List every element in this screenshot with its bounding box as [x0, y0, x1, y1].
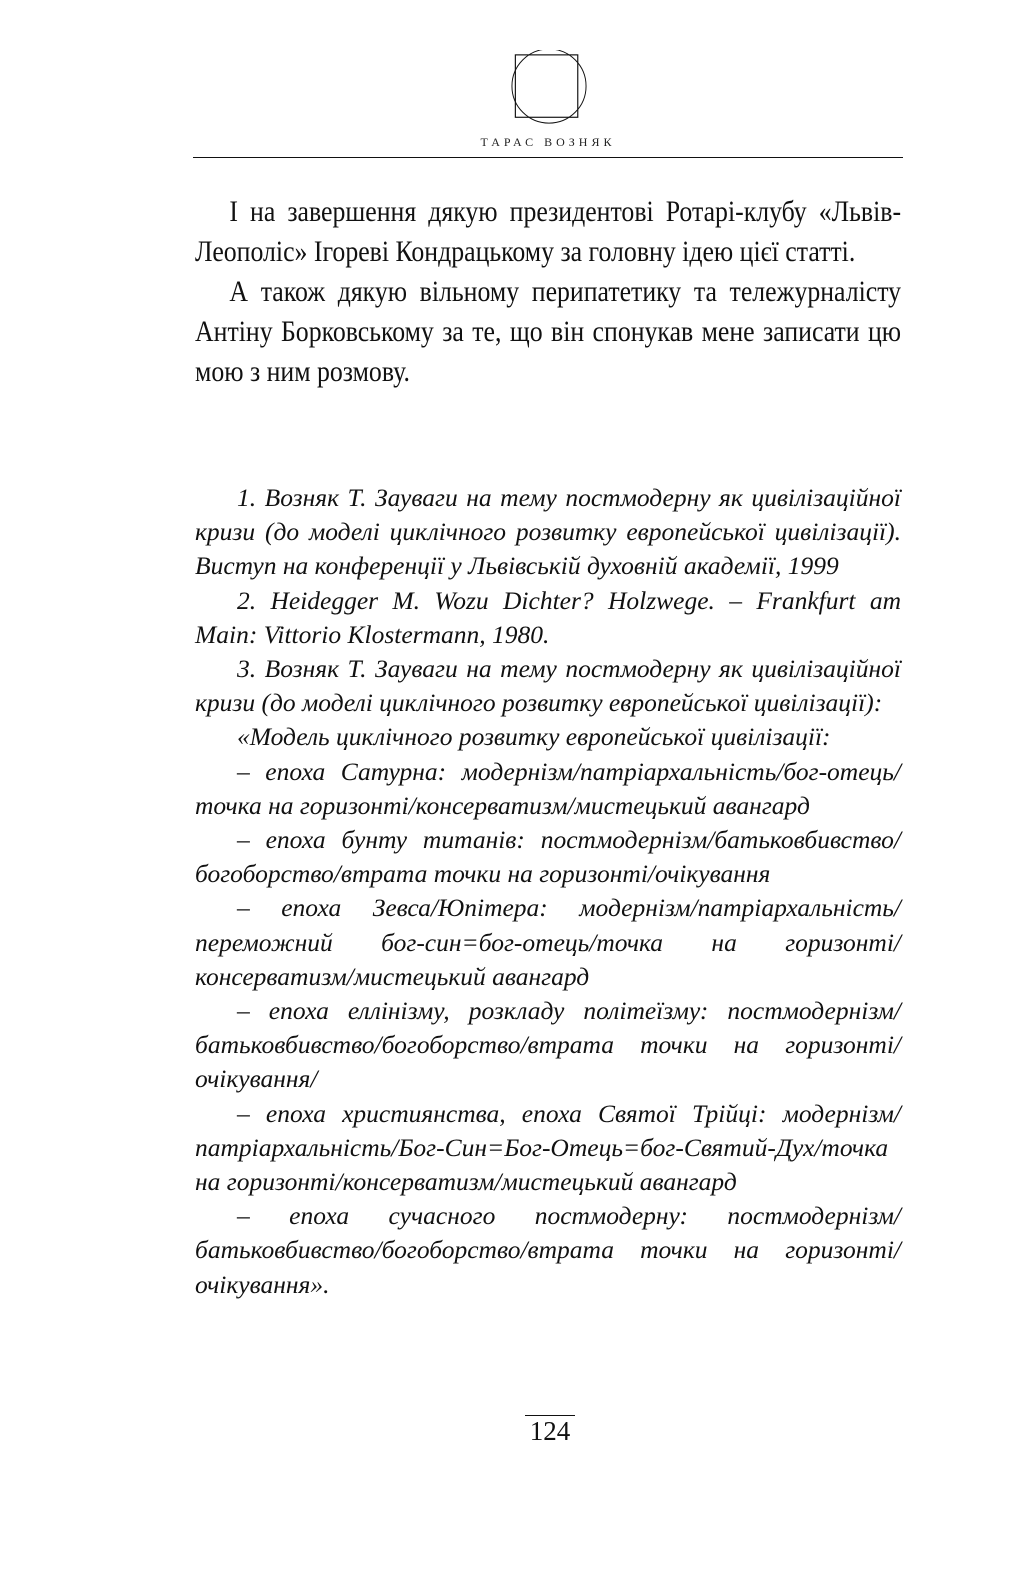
main-text — [195, 192, 901, 392]
circle-square-emblem-icon — [510, 50, 588, 128]
endnote-quote: – епоха християнства, епоха Святої Трійці: модернізм/патріархальність/Бог-Син=Бог-Отець=бог-Святий-Дух/точка на горизонті/консерватизм/мистецький авангард — [195, 1098, 901, 1197]
endnote: 1. Возняк Т. Зауваги на тему постмодерну як цивілізаційної кризи (до моделі циклічного розвитку европейської цивілізації). Виступ на конференції у Львівській духовній академії, 1999 — [195, 483, 901, 581]
page-number: 124 — [525, 1415, 575, 1446]
paragraph: А також дякую вільному перипатетику та тележурналісту Антіну Борковському за те, що він спонукав мене записати цю мою з ним розмову. — [195, 275, 902, 388]
endnote-quote: «Модель циклічного розвитку европейської цивілізації: — [237, 722, 831, 752]
endnote: 2. Heidegger M. Wozu Dichter? Holzwege. – Frankfurt am Main: Vittorio Klostermann, 1980. — [195, 585, 901, 649]
running-head-author: ТАРАС ВОЗНЯК — [480, 135, 616, 149]
endnote-quote: – епоха сучасного постмодерну: постмодернізм/батьковбивство/богоборство/втрата точки на горизонті/очікування». — [195, 1201, 901, 1299]
endnote-quote: – епоха Сатурна: модернізм/патріархальність/бог-отець/точка на горизонті/консерватизм/мистецький авангард — [195, 756, 901, 820]
endnotes — [195, 481, 901, 1302]
endnote-quote: – епоха бунту титанів: постмодернізм/батьковбивство/богоборство/втрата точки на горизонті/очікування — [195, 825, 901, 889]
endnote-quote: – епоха Зевса/Юпітера: модернізм/патріархальність/переможний бог-син=бог-отець/точка на горизонті/консерватизм/мистецький авангард — [195, 893, 901, 991]
endnote: 3. Возняк Т. Зауваги на тему постмодерну як цивілізаційної кризи (до моделі циклічного розвитку европейської цивілізації): — [195, 654, 901, 718]
endnote-quote: – епоха еллінізму, розкладу політеїзму: постмодернізм/батьковбивство/богоборство/втрата точки на горизонті/очікування/ — [195, 996, 901, 1094]
header-rule — [193, 157, 903, 158]
paragraph: І на завершення дякую президентові Ротарі-клубу «Львів-Леополіс» Ігореві Кондрацькому за головну ідею цієї статті. — [195, 195, 902, 268]
